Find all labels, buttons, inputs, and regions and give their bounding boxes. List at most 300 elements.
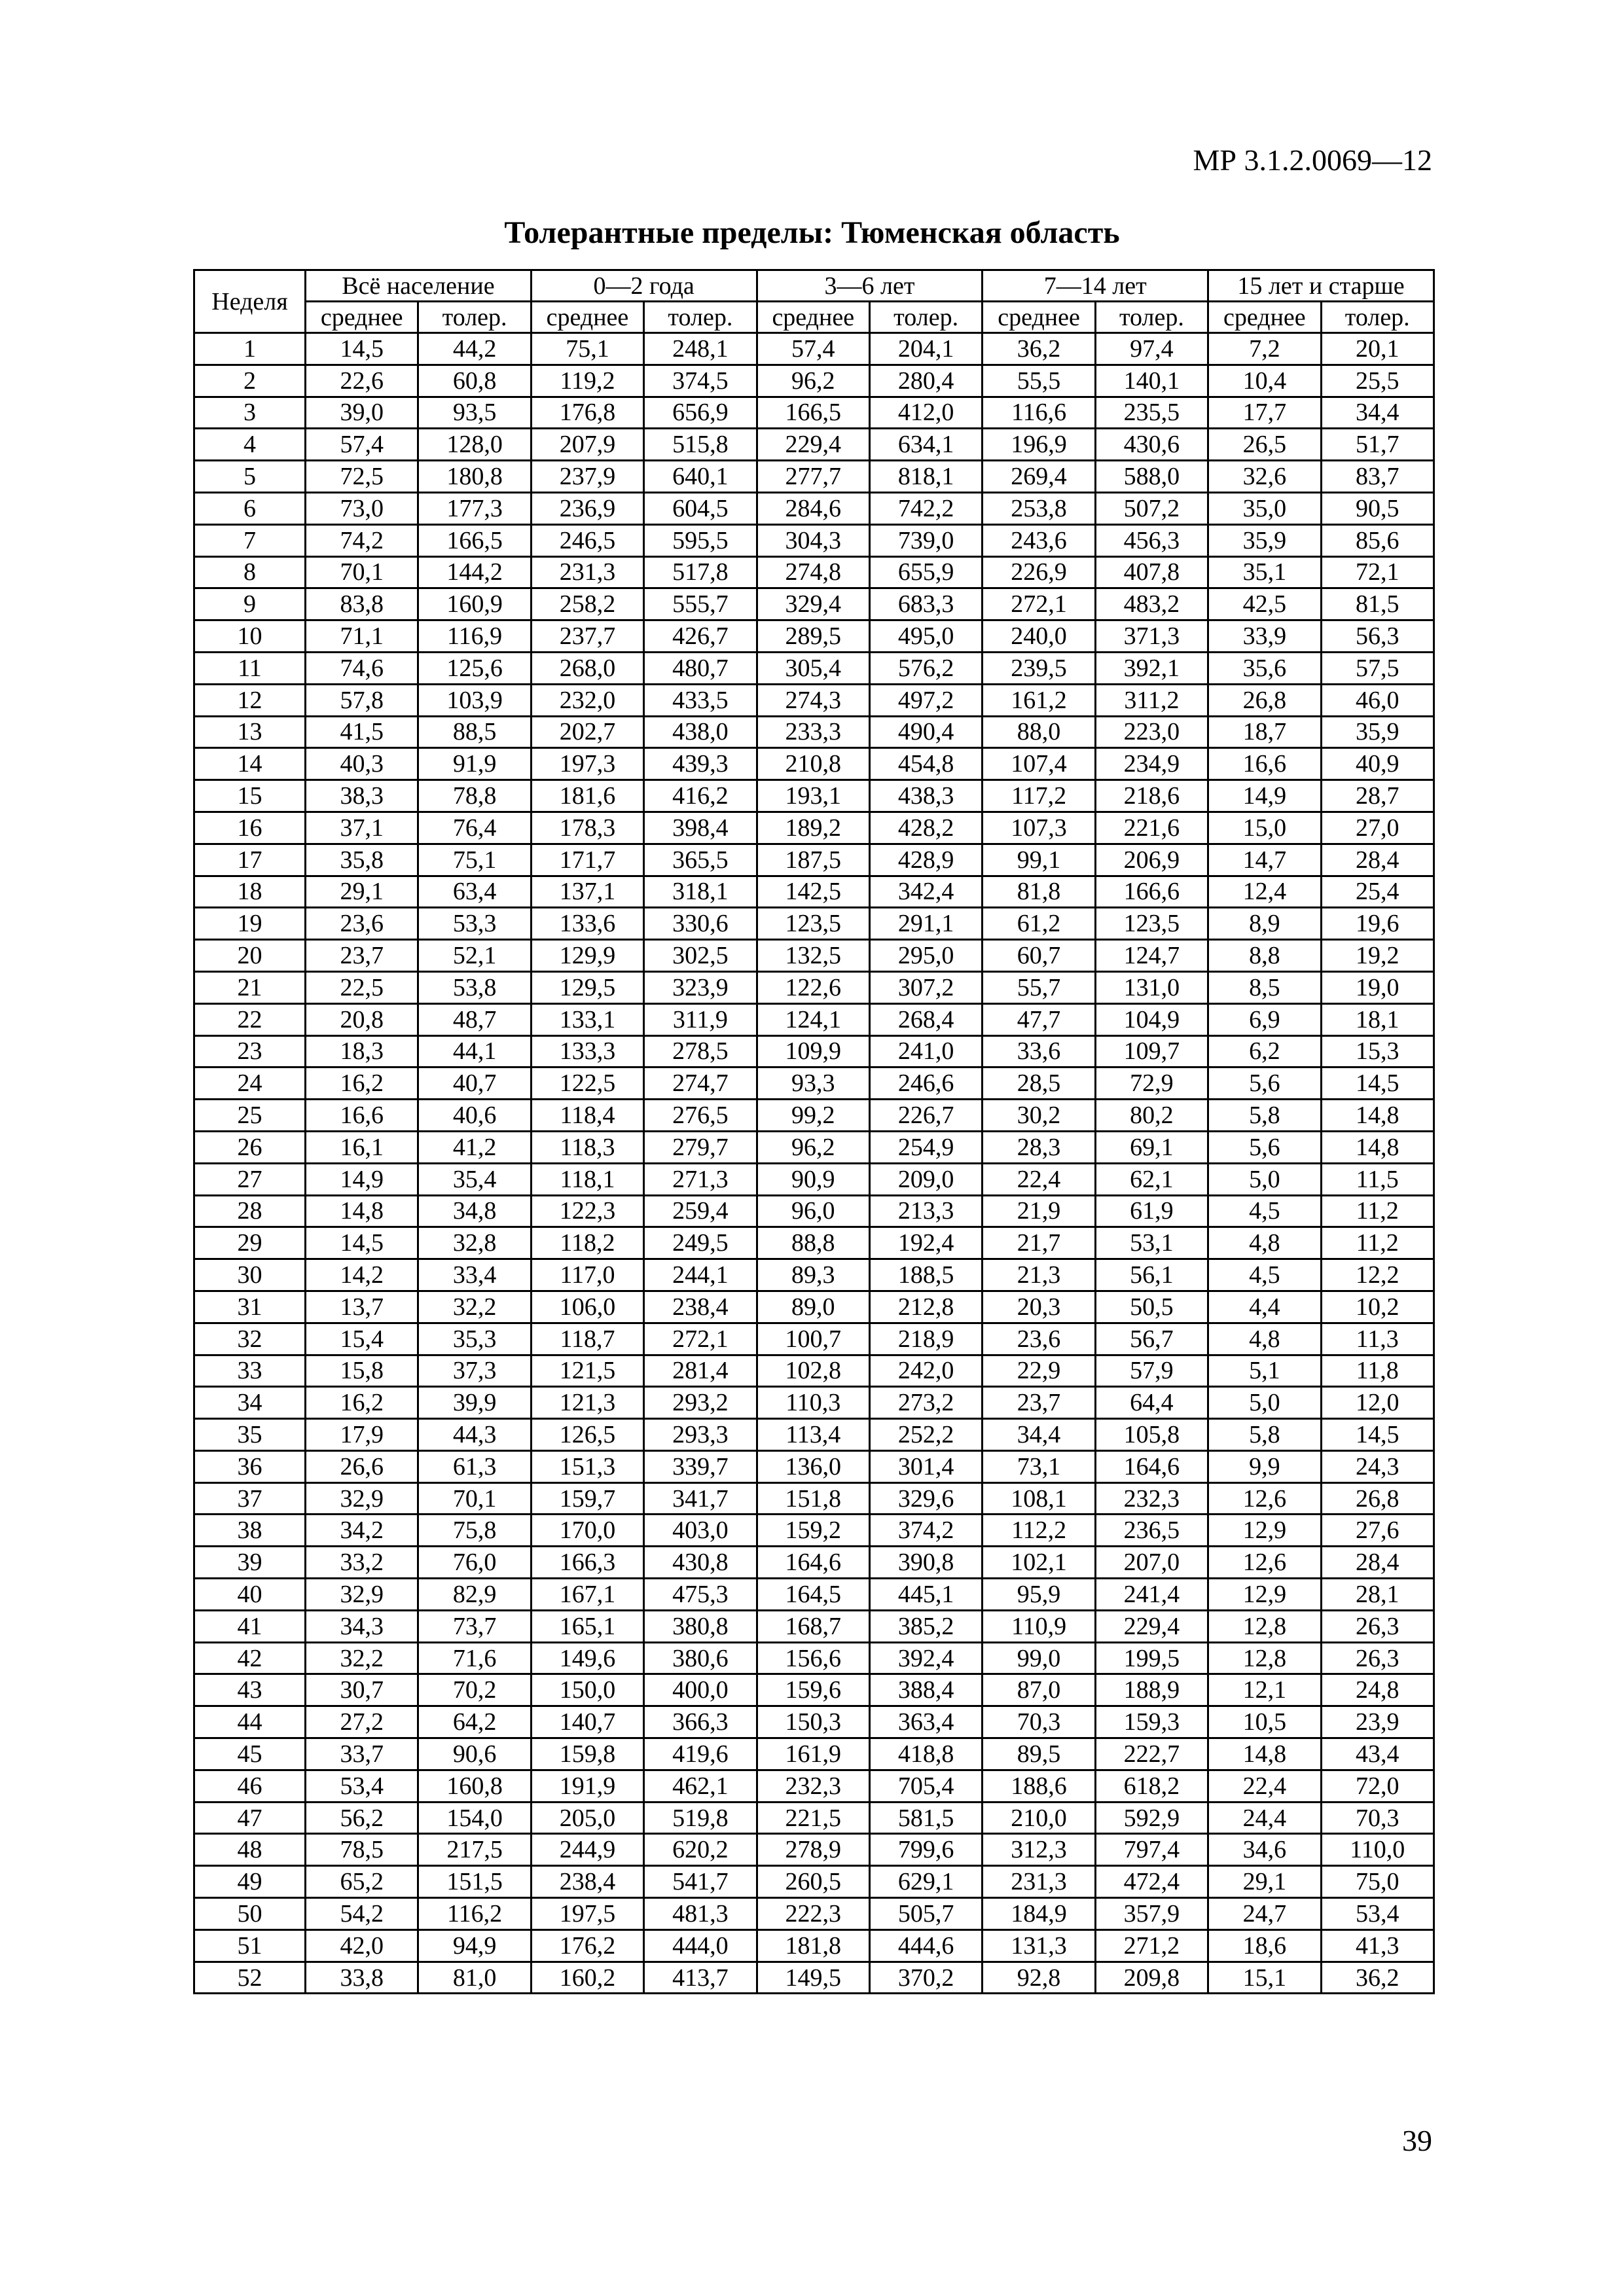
value-cell: 23,7 xyxy=(983,1387,1095,1419)
value-cell: 12,8 xyxy=(1208,1610,1321,1642)
value-cell: 24,8 xyxy=(1321,1674,1434,1706)
value-cell: 12,2 xyxy=(1321,1259,1434,1291)
table-row xyxy=(194,365,1434,397)
value-cell: 51,7 xyxy=(1321,429,1434,461)
value-cell: 131,3 xyxy=(983,1929,1095,1962)
value-cell: 43,4 xyxy=(1321,1738,1434,1770)
value-cell: 178,3 xyxy=(531,812,643,844)
value-cell: 34,2 xyxy=(306,1515,418,1547)
value-cell: 497,2 xyxy=(869,684,982,716)
value-cell: 305,4 xyxy=(757,652,869,684)
value-cell: 60,7 xyxy=(983,940,1095,972)
value-cell: 171,7 xyxy=(531,844,643,876)
value-cell: 4,8 xyxy=(1208,1323,1321,1355)
value-cell: 107,4 xyxy=(983,748,1095,780)
value-cell: 36,2 xyxy=(1321,1962,1434,1994)
table-row xyxy=(194,1579,1434,1611)
value-cell: 93,5 xyxy=(418,397,531,429)
value-cell: 65,2 xyxy=(306,1866,418,1898)
table-row xyxy=(194,844,1434,876)
value-cell: 271,3 xyxy=(644,1163,757,1195)
value-cell: 12,9 xyxy=(1208,1515,1321,1547)
value-cell: 53,8 xyxy=(418,971,531,1003)
value-cell: 63,4 xyxy=(418,876,531,908)
value-cell: 70,2 xyxy=(418,1674,531,1706)
value-cell: 170,0 xyxy=(531,1515,643,1547)
value-cell: 83,7 xyxy=(1321,461,1434,493)
table-row xyxy=(194,1355,1434,1387)
value-cell: 238,4 xyxy=(644,1291,757,1323)
value-cell: 21,3 xyxy=(983,1259,1095,1291)
value-cell: 39,0 xyxy=(306,397,418,429)
table-row xyxy=(194,1770,1434,1802)
week-cell: 11 xyxy=(194,652,306,684)
value-cell: 380,6 xyxy=(644,1642,757,1674)
value-cell: 14,5 xyxy=(1321,1419,1434,1451)
value-cell: 121,5 xyxy=(531,1355,643,1387)
value-cell: 17,9 xyxy=(306,1419,418,1451)
value-cell: 14,7 xyxy=(1208,844,1321,876)
value-cell: 11,2 xyxy=(1321,1195,1434,1227)
table-row xyxy=(194,1067,1434,1100)
value-cell: 374,2 xyxy=(869,1515,982,1547)
value-cell: 212,8 xyxy=(869,1291,982,1323)
value-cell: 272,1 xyxy=(983,588,1095,620)
value-cell: 57,5 xyxy=(1321,652,1434,684)
value-cell: 26,5 xyxy=(1208,429,1321,461)
value-cell: 95,9 xyxy=(983,1579,1095,1611)
value-cell: 30,7 xyxy=(306,1674,418,1706)
value-cell: 280,4 xyxy=(869,365,982,397)
value-cell: 54,2 xyxy=(306,1898,418,1930)
value-cell: 119,2 xyxy=(531,365,643,397)
value-cell: 142,5 xyxy=(757,876,869,908)
value-cell: 113,4 xyxy=(757,1419,869,1451)
value-cell: 108,1 xyxy=(983,1482,1095,1515)
value-cell: 28,4 xyxy=(1321,1547,1434,1579)
value-cell: 18,1 xyxy=(1321,1003,1434,1035)
value-cell: 249,5 xyxy=(644,1227,757,1259)
value-cell: 118,1 xyxy=(531,1163,643,1195)
value-cell: 125,6 xyxy=(418,652,531,684)
table-row xyxy=(194,1035,1434,1067)
value-cell: 166,6 xyxy=(1095,876,1208,908)
value-cell: 87,0 xyxy=(983,1674,1095,1706)
document-code: МР 3.1.2.0069—12 xyxy=(1193,143,1432,177)
value-cell: 11,8 xyxy=(1321,1355,1434,1387)
value-cell: 28,7 xyxy=(1321,780,1434,812)
value-cell: 241,4 xyxy=(1095,1579,1208,1611)
table-row xyxy=(194,1419,1434,1451)
value-cell: 69,1 xyxy=(1095,1131,1208,1163)
table-row xyxy=(194,971,1434,1003)
value-cell: 799,6 xyxy=(869,1834,982,1866)
value-cell: 269,4 xyxy=(983,461,1095,493)
value-cell: 655,9 xyxy=(869,556,982,588)
value-cell: 133,6 xyxy=(531,908,643,940)
value-cell: 403,0 xyxy=(644,1515,757,1547)
value-cell: 166,5 xyxy=(418,524,531,556)
value-cell: 118,4 xyxy=(531,1100,643,1132)
table-row xyxy=(194,1195,1434,1227)
value-cell: 36,2 xyxy=(983,333,1095,365)
value-cell: 64,2 xyxy=(418,1706,531,1738)
value-cell: 24,4 xyxy=(1208,1802,1321,1834)
value-cell: 12,6 xyxy=(1208,1482,1321,1515)
value-cell: 109,9 xyxy=(757,1035,869,1067)
value-cell: 483,2 xyxy=(1095,588,1208,620)
value-cell: 480,7 xyxy=(644,652,757,684)
value-cell: 205,0 xyxy=(531,1802,643,1834)
value-cell: 150,3 xyxy=(757,1706,869,1738)
table-row xyxy=(194,1642,1434,1674)
value-cell: 96,2 xyxy=(757,1131,869,1163)
week-cell: 46 xyxy=(194,1770,306,1802)
table-row xyxy=(194,1929,1434,1962)
value-cell: 438,0 xyxy=(644,716,757,748)
value-cell: 242,0 xyxy=(869,1355,982,1387)
value-cell: 428,2 xyxy=(869,812,982,844)
value-cell: 38,3 xyxy=(306,780,418,812)
value-cell: 91,9 xyxy=(418,748,531,780)
value-cell: 295,0 xyxy=(869,940,982,972)
value-cell: 23,6 xyxy=(306,908,418,940)
value-cell: 25,4 xyxy=(1321,876,1434,908)
value-cell: 390,8 xyxy=(869,1547,982,1579)
value-cell: 192,4 xyxy=(869,1227,982,1259)
subheader-tolerance: толер. xyxy=(644,302,757,333)
value-cell: 123,5 xyxy=(1095,908,1208,940)
value-cell: 188,5 xyxy=(869,1259,982,1291)
week-cell: 6 xyxy=(194,492,306,524)
value-cell: 27,2 xyxy=(306,1706,418,1738)
value-cell: 22,6 xyxy=(306,365,418,397)
table-row xyxy=(194,940,1434,972)
value-cell: 22,4 xyxy=(983,1163,1095,1195)
value-cell: 75,1 xyxy=(531,333,643,365)
value-cell: 61,3 xyxy=(418,1450,531,1482)
value-cell: 39,9 xyxy=(418,1387,531,1419)
week-cell: 22 xyxy=(194,1003,306,1035)
header-row-subheaders xyxy=(194,302,1434,333)
value-cell: 206,9 xyxy=(1095,844,1208,876)
value-cell: 85,6 xyxy=(1321,524,1434,556)
subheader-mean: среднее xyxy=(306,302,418,333)
value-cell: 102,1 xyxy=(983,1547,1095,1579)
value-cell: 248,1 xyxy=(644,333,757,365)
subheader-mean: среднее xyxy=(1208,302,1321,333)
value-cell: 293,3 xyxy=(644,1419,757,1451)
value-cell: 72,9 xyxy=(1095,1067,1208,1100)
value-cell: 35,3 xyxy=(418,1323,531,1355)
value-cell: 490,4 xyxy=(869,716,982,748)
value-cell: 109,7 xyxy=(1095,1035,1208,1067)
value-cell: 301,4 xyxy=(869,1450,982,1482)
value-cell: 53,4 xyxy=(306,1770,418,1802)
value-cell: 166,5 xyxy=(757,397,869,429)
value-cell: 232,0 xyxy=(531,684,643,716)
value-cell: 160,2 xyxy=(531,1962,643,1994)
value-cell: 7,2 xyxy=(1208,333,1321,365)
value-cell: 56,3 xyxy=(1321,620,1434,653)
week-cell: 34 xyxy=(194,1387,306,1419)
table-row xyxy=(194,652,1434,684)
value-cell: 26,8 xyxy=(1321,1482,1434,1515)
value-cell: 29,1 xyxy=(1208,1866,1321,1898)
value-cell: 197,3 xyxy=(531,748,643,780)
value-cell: 12,1 xyxy=(1208,1674,1321,1706)
value-cell: 307,2 xyxy=(869,971,982,1003)
value-cell: 16,1 xyxy=(306,1131,418,1163)
value-cell: 99,2 xyxy=(757,1100,869,1132)
header-week: Неделя xyxy=(194,270,306,333)
value-cell: 14,9 xyxy=(306,1163,418,1195)
table-row xyxy=(194,1482,1434,1515)
value-cell: 35,9 xyxy=(1208,524,1321,556)
value-cell: 10,2 xyxy=(1321,1291,1434,1323)
header-group-age-7-14: 7—14 лет xyxy=(983,270,1208,302)
value-cell: 232,3 xyxy=(757,1770,869,1802)
value-cell: 35,4 xyxy=(418,1163,531,1195)
value-cell: 11,5 xyxy=(1321,1163,1434,1195)
value-cell: 237,7 xyxy=(531,620,643,653)
value-cell: 18,7 xyxy=(1208,716,1321,748)
value-cell: 20,1 xyxy=(1321,333,1434,365)
value-cell: 32,2 xyxy=(306,1642,418,1674)
value-cell: 117,2 xyxy=(983,780,1095,812)
week-cell: 17 xyxy=(194,844,306,876)
value-cell: 18,3 xyxy=(306,1035,418,1067)
value-cell: 342,4 xyxy=(869,876,982,908)
value-cell: 462,1 xyxy=(644,1770,757,1802)
value-cell: 73,0 xyxy=(306,492,418,524)
value-cell: 380,8 xyxy=(644,1610,757,1642)
value-cell: 23,7 xyxy=(306,940,418,972)
value-cell: 35,0 xyxy=(1208,492,1321,524)
value-cell: 150,0 xyxy=(531,1674,643,1706)
value-cell: 683,3 xyxy=(869,588,982,620)
value-cell: 32,9 xyxy=(306,1579,418,1611)
value-cell: 96,0 xyxy=(757,1195,869,1227)
value-cell: 123,5 xyxy=(757,908,869,940)
week-cell: 27 xyxy=(194,1163,306,1195)
table-row xyxy=(194,333,1434,365)
value-cell: 110,9 xyxy=(983,1610,1095,1642)
value-cell: 188,9 xyxy=(1095,1674,1208,1706)
value-cell: 20,3 xyxy=(983,1291,1095,1323)
value-cell: 10,4 xyxy=(1208,365,1321,397)
value-cell: 14,8 xyxy=(1321,1131,1434,1163)
value-cell: 14,8 xyxy=(1321,1100,1434,1132)
value-cell: 218,6 xyxy=(1095,780,1208,812)
value-cell: 93,3 xyxy=(757,1067,869,1100)
week-cell: 19 xyxy=(194,908,306,940)
value-cell: 26,6 xyxy=(306,1450,418,1482)
value-cell: 106,0 xyxy=(531,1291,643,1323)
value-cell: 428,9 xyxy=(869,844,982,876)
value-cell: 55,7 xyxy=(983,971,1095,1003)
value-cell: 323,9 xyxy=(644,971,757,1003)
value-cell: 41,5 xyxy=(306,716,418,748)
value-cell: 37,1 xyxy=(306,812,418,844)
value-cell: 128,0 xyxy=(418,429,531,461)
value-cell: 88,5 xyxy=(418,716,531,748)
value-cell: 110,3 xyxy=(757,1387,869,1419)
value-cell: 213,3 xyxy=(869,1195,982,1227)
value-cell: 34,4 xyxy=(1321,397,1434,429)
week-cell: 20 xyxy=(194,940,306,972)
value-cell: 365,5 xyxy=(644,844,757,876)
value-cell: 293,2 xyxy=(644,1387,757,1419)
value-cell: 81,8 xyxy=(983,876,1095,908)
value-cell: 705,4 xyxy=(869,1770,982,1802)
week-cell: 42 xyxy=(194,1642,306,1674)
value-cell: 274,3 xyxy=(757,684,869,716)
value-cell: 507,2 xyxy=(1095,492,1208,524)
value-cell: 23,6 xyxy=(983,1323,1095,1355)
value-cell: 57,4 xyxy=(306,429,418,461)
value-cell: 4,4 xyxy=(1208,1291,1321,1323)
value-cell: 74,6 xyxy=(306,652,418,684)
value-cell: 555,7 xyxy=(644,588,757,620)
value-cell: 33,8 xyxy=(306,1962,418,1994)
table-row xyxy=(194,397,1434,429)
value-cell: 118,2 xyxy=(531,1227,643,1259)
value-cell: 180,8 xyxy=(418,461,531,493)
value-cell: 116,6 xyxy=(983,397,1095,429)
value-cell: 4,8 xyxy=(1208,1227,1321,1259)
value-cell: 430,6 xyxy=(1095,429,1208,461)
week-cell: 31 xyxy=(194,1291,306,1323)
value-cell: 24,7 xyxy=(1208,1898,1321,1930)
value-cell: 311,2 xyxy=(1095,684,1208,716)
value-cell: 271,2 xyxy=(1095,1929,1208,1962)
table-row xyxy=(194,461,1434,493)
value-cell: 47,7 xyxy=(983,1003,1095,1035)
value-cell: 456,3 xyxy=(1095,524,1208,556)
value-cell: 797,4 xyxy=(1095,1834,1208,1866)
value-cell: 246,6 xyxy=(869,1067,982,1100)
value-cell: 57,9 xyxy=(1095,1355,1208,1387)
value-cell: 160,9 xyxy=(418,588,531,620)
value-cell: 97,4 xyxy=(1095,333,1208,365)
value-cell: 117,0 xyxy=(531,1259,643,1291)
table-row xyxy=(194,620,1434,653)
value-cell: 260,5 xyxy=(757,1866,869,1898)
value-cell: 426,7 xyxy=(644,620,757,653)
value-cell: 259,4 xyxy=(644,1195,757,1227)
value-cell: 28,4 xyxy=(1321,844,1434,876)
week-cell: 23 xyxy=(194,1035,306,1067)
value-cell: 28,5 xyxy=(983,1067,1095,1100)
value-cell: 629,1 xyxy=(869,1866,982,1898)
value-cell: 14,8 xyxy=(306,1195,418,1227)
value-cell: 19,6 xyxy=(1321,908,1434,940)
value-cell: 241,0 xyxy=(869,1035,982,1067)
value-cell: 35,8 xyxy=(306,844,418,876)
value-cell: 207,0 xyxy=(1095,1547,1208,1579)
value-cell: 188,6 xyxy=(983,1770,1095,1802)
value-cell: 240,0 xyxy=(983,620,1095,653)
value-cell: 165,1 xyxy=(531,1610,643,1642)
value-cell: 149,6 xyxy=(531,1642,643,1674)
value-cell: 274,8 xyxy=(757,556,869,588)
value-cell: 92,8 xyxy=(983,1962,1095,1994)
value-cell: 475,3 xyxy=(644,1579,757,1611)
table-row xyxy=(194,524,1434,556)
value-cell: 124,7 xyxy=(1095,940,1208,972)
value-cell: 53,1 xyxy=(1095,1227,1208,1259)
value-cell: 14,9 xyxy=(1208,780,1321,812)
value-cell: 604,5 xyxy=(644,492,757,524)
value-cell: 103,9 xyxy=(418,684,531,716)
value-cell: 199,5 xyxy=(1095,1642,1208,1674)
value-cell: 56,1 xyxy=(1095,1259,1208,1291)
table-row xyxy=(194,556,1434,588)
week-cell: 50 xyxy=(194,1898,306,1930)
value-cell: 166,3 xyxy=(531,1547,643,1579)
value-cell: 122,6 xyxy=(757,971,869,1003)
table-row xyxy=(194,812,1434,844)
value-cell: 164,5 xyxy=(757,1579,869,1611)
value-cell: 35,6 xyxy=(1208,652,1321,684)
value-cell: 204,1 xyxy=(869,333,982,365)
week-cell: 7 xyxy=(194,524,306,556)
value-cell: 234,9 xyxy=(1095,748,1208,780)
value-cell: 107,3 xyxy=(983,812,1095,844)
value-cell: 742,2 xyxy=(869,492,982,524)
value-cell: 129,9 xyxy=(531,940,643,972)
value-cell: 281,4 xyxy=(644,1355,757,1387)
table-row xyxy=(194,876,1434,908)
value-cell: 112,2 xyxy=(983,1515,1095,1547)
value-cell: 5,0 xyxy=(1208,1387,1321,1419)
value-cell: 110,0 xyxy=(1321,1834,1434,1866)
value-cell: 330,6 xyxy=(644,908,757,940)
value-cell: 35,1 xyxy=(1208,556,1321,588)
week-cell: 28 xyxy=(194,1195,306,1227)
value-cell: 37,3 xyxy=(418,1355,531,1387)
value-cell: 25,5 xyxy=(1321,365,1434,397)
week-cell: 8 xyxy=(194,556,306,588)
value-cell: 237,9 xyxy=(531,461,643,493)
value-cell: 177,3 xyxy=(418,492,531,524)
value-cell: 656,9 xyxy=(644,397,757,429)
table-row xyxy=(194,1291,1434,1323)
value-cell: 12,8 xyxy=(1208,1642,1321,1674)
value-cell: 159,6 xyxy=(757,1674,869,1706)
value-cell: 34,4 xyxy=(983,1419,1095,1451)
value-cell: 19,0 xyxy=(1321,971,1434,1003)
value-cell: 226,9 xyxy=(983,556,1095,588)
value-cell: 132,5 xyxy=(757,940,869,972)
table-row xyxy=(194,684,1434,716)
value-cell: 89,5 xyxy=(983,1738,1095,1770)
value-cell: 16,2 xyxy=(306,1387,418,1419)
table-row xyxy=(194,1259,1434,1291)
value-cell: 56,7 xyxy=(1095,1323,1208,1355)
value-cell: 70,3 xyxy=(983,1706,1095,1738)
value-cell: 28,3 xyxy=(983,1131,1095,1163)
value-cell: 149,5 xyxy=(757,1962,869,1994)
table-row xyxy=(194,1962,1434,1994)
value-cell: 454,8 xyxy=(869,748,982,780)
value-cell: 739,0 xyxy=(869,524,982,556)
value-cell: 40,6 xyxy=(418,1100,531,1132)
value-cell: 151,5 xyxy=(418,1866,531,1898)
value-cell: 24,3 xyxy=(1321,1450,1434,1482)
table-row xyxy=(194,492,1434,524)
